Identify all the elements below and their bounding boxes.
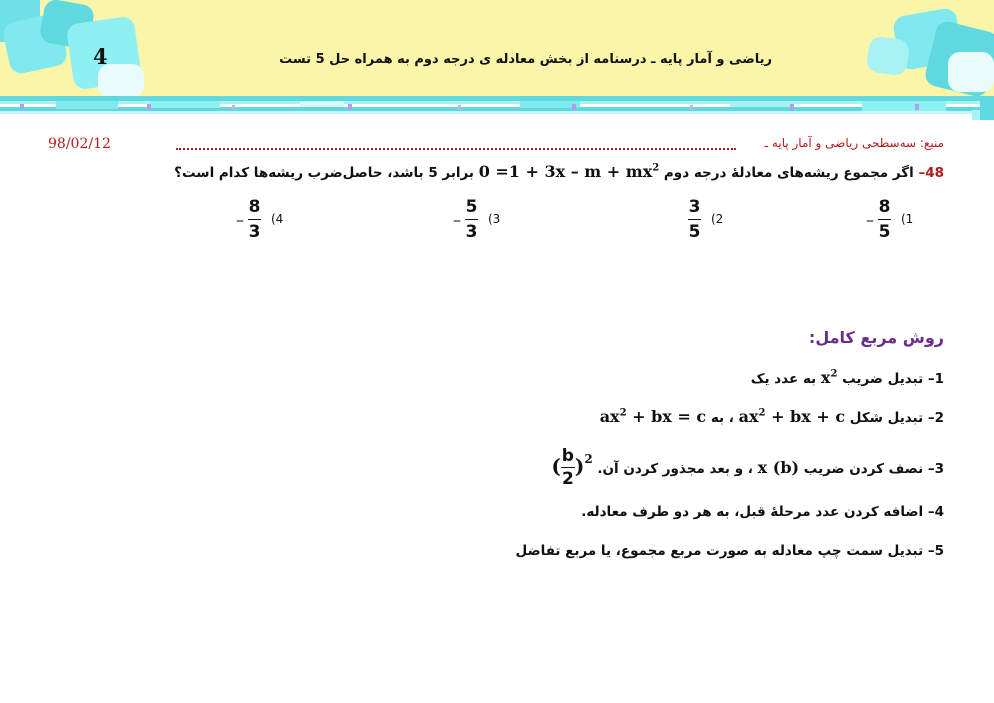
method-step-4: 4– اضافه کردن عدد مرحلهٔ قبل، به هر دو طرف معادله. [581, 504, 944, 520]
question-equation: $0 =1 + 3x - m + mx^2$ [478, 162, 660, 181]
decor-shape [98, 64, 144, 98]
option-4[interactable] [236, 194, 283, 244]
option-2[interactable] [684, 194, 723, 244]
option-label: (3 [488, 212, 501, 226]
source-line [48, 136, 944, 156]
option-sign: – [453, 209, 461, 229]
header-band [0, 0, 994, 96]
option-fraction: $\frac{8}{3}$ [248, 196, 261, 242]
option-3[interactable] [453, 194, 500, 244]
decor-shape [866, 35, 911, 76]
decor-shape [948, 52, 994, 92]
option-fraction: $\frac{8}{5}$ [878, 196, 891, 242]
option-fraction: $\frac{5}{3}$ [465, 196, 478, 242]
half-b-squared: ( $\frac{b}{2}$ )$^2$ [551, 446, 593, 489]
option-label: (2 [711, 212, 724, 226]
option-1[interactable] [866, 194, 913, 244]
option-fraction: $\frac{3}{5}$ [688, 196, 701, 242]
method-step-2: 2– تبدیل شکل $ax^2$ + bx + c ، به $ax^2$ + bx = c [599, 407, 944, 426]
question-number: 48– [918, 165, 944, 181]
source-label: منبع: سه‌سطحی ریاضی و آمار پایه ـ [764, 136, 944, 150]
option-sign: – [236, 209, 244, 229]
question-text-before: اگر مجموع ریشه‌های معادلهٔ درجه دوم [663, 165, 914, 181]
method-step-1: 1– تبدیل ضریب $x^2$ به عدد یک [750, 368, 944, 387]
method-step-5: 5– تبدیل سمت چپ معادله به صورت مربع مجموع، یا مربع تفاضل [515, 543, 944, 559]
method-title: روش مربع کامل: [808, 328, 944, 347]
option-label: (1 [901, 212, 914, 226]
page-title: ریاضی و آمار پایه ـ درسنامه از بخش معادله ی درجه دوم به همراه حل 5 تست [279, 52, 772, 67]
header-stripes [0, 96, 994, 120]
question-48 [174, 162, 944, 181]
page-number: 4 [93, 44, 108, 69]
question-text-after: برابر 5 باشد، حاصل‌ضرب ریشه‌ها کدام است؟ [174, 165, 474, 181]
option-label: (4 [271, 212, 284, 226]
option-sign: – [866, 209, 874, 229]
dotted-leader [176, 139, 736, 150]
source-date: 98/02/12 [48, 136, 111, 152]
method-step-3: 3– نصف کردن ضریب x (b) ، و بعد مجذور کردن آن. ( $\frac{b}{2}$ )$^2$ [551, 446, 944, 489]
